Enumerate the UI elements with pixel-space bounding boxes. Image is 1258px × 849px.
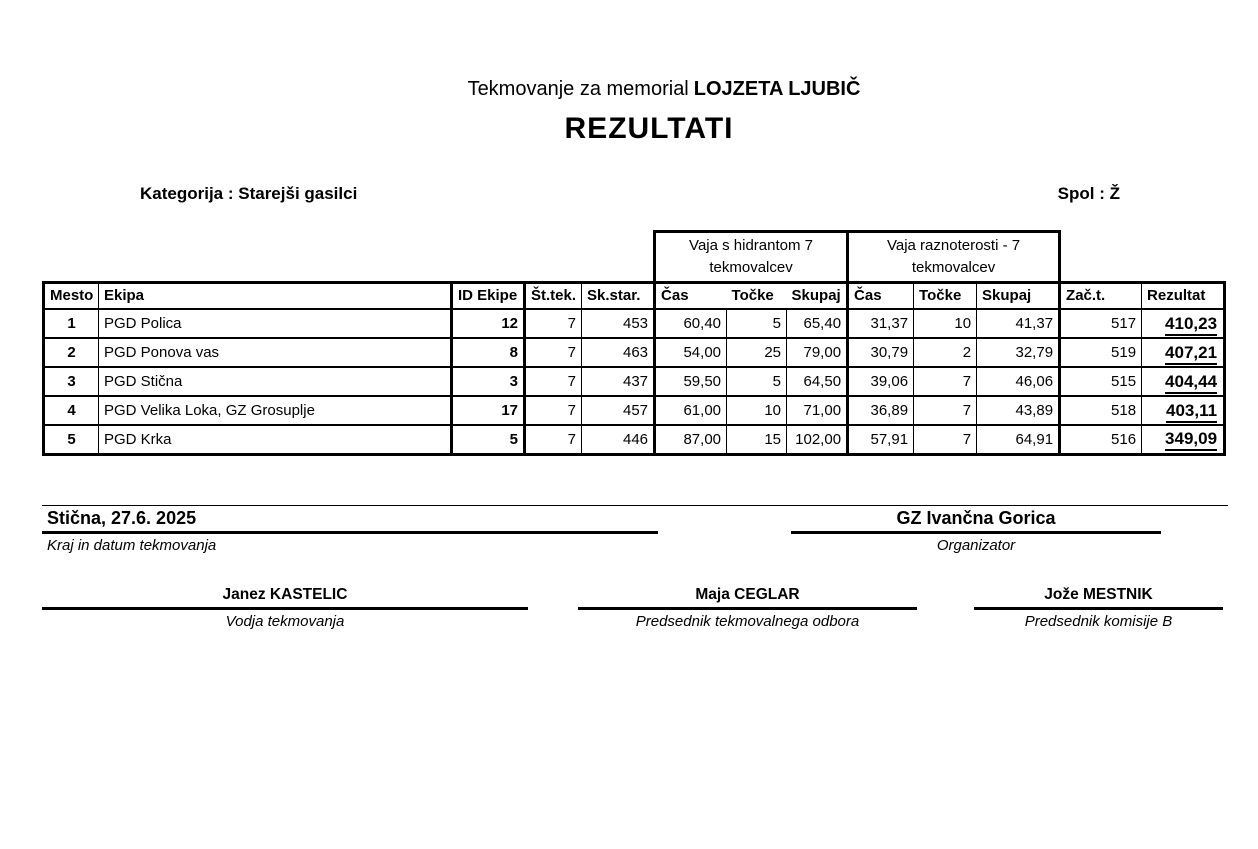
cell-tocke-1: 5 xyxy=(727,309,787,338)
signature-role: Predsednik tekmovalnega odbora xyxy=(635,613,860,630)
rezultat-value: 349,09 xyxy=(1165,429,1217,451)
table-row xyxy=(44,338,1225,367)
cell-skupaj-2: 46,06 xyxy=(977,367,1060,396)
cell-cas-1: 59,50 xyxy=(655,367,727,396)
cell-rezultat xyxy=(1142,309,1225,338)
cell-skupaj-1: 71,00 xyxy=(787,396,848,425)
signature-block-predsednik-odbora xyxy=(578,586,917,630)
cell-tocke-1: 25 xyxy=(727,338,787,367)
page-title-prefix: Tekmovanje za memorial xyxy=(467,78,689,100)
cell-mesto: 2 xyxy=(44,338,99,367)
cell-zac-t: 517 xyxy=(1060,309,1142,338)
organizer-name: GZ Ivančna Gorica xyxy=(896,508,1056,528)
cell-skupaj-1: 64,50 xyxy=(787,367,848,396)
col-sk-star: Sk.star. xyxy=(582,282,655,309)
cell-zac-t: 515 xyxy=(1060,367,1142,396)
page-title xyxy=(70,78,1258,101)
cell-mesto: 5 xyxy=(44,425,99,454)
cell-skupaj-1: 102,00 xyxy=(787,425,848,454)
table-row xyxy=(44,396,1225,425)
cell-cas-1: 60,40 xyxy=(655,309,727,338)
page-title-memorial-name: LOJZETA LJUBIČ xyxy=(693,78,861,100)
cell-tocke-2: 2 xyxy=(914,338,977,367)
cell-tocke-2: 7 xyxy=(914,425,977,454)
cell-cas-2: 39,06 xyxy=(848,367,914,396)
cell-mesto: 3 xyxy=(44,367,99,396)
group-header-spacer-right xyxy=(1060,232,1225,283)
col-cas-2: Čas xyxy=(848,282,914,309)
cell-cas-2: 31,37 xyxy=(848,309,914,338)
cell-ekipa: PGD Ponova vas xyxy=(99,338,452,367)
cell-st-tek: 7 xyxy=(525,309,582,338)
cell-st-tek: 7 xyxy=(525,367,582,396)
cell-tocke-2: 7 xyxy=(914,367,977,396)
rezultat-value: 410,23 xyxy=(1165,314,1217,336)
cell-cas-2: 36,89 xyxy=(848,396,914,425)
signature-name: Maja CEGLAR xyxy=(695,586,800,603)
col-id-ekipe: ID Ekipe xyxy=(452,282,525,309)
cell-id-ekipe: 3 xyxy=(452,367,525,396)
cell-skupaj-2: 43,89 xyxy=(977,396,1060,425)
signature-line xyxy=(974,607,1223,610)
cell-rezultat xyxy=(1142,396,1225,425)
cell-id-ekipe: 17 xyxy=(452,396,525,425)
cell-ekipa: PGD Velika Loka, GZ Grosuplje xyxy=(99,396,452,425)
results-table-wrapper xyxy=(42,230,1226,456)
place-date-caption: Kraj in datum tekmovanja xyxy=(47,537,217,554)
category-label: Kategorija : Starejši gasilci xyxy=(140,184,358,203)
cell-ekipa: PGD Krka xyxy=(99,425,452,454)
cell-id-ekipe: 12 xyxy=(452,309,525,338)
cell-cas-2: 57,91 xyxy=(848,425,914,454)
organizer-caption: Organizator xyxy=(936,537,1016,554)
rezultat-value: 407,21 xyxy=(1165,343,1217,365)
col-rezultat: Rezultat xyxy=(1142,282,1225,309)
cell-cas-1: 61,00 xyxy=(655,396,727,425)
col-skupaj-1: Skupaj xyxy=(787,282,848,309)
cell-tocke-1: 10 xyxy=(727,396,787,425)
col-zac-t: Zač.t. xyxy=(1060,282,1142,309)
place-date-line xyxy=(42,531,658,534)
signature-role: Vodja tekmovanja xyxy=(225,613,345,630)
rezultat-value: 404,44 xyxy=(1165,372,1217,394)
cell-sk-star: 457 xyxy=(582,396,655,425)
signature-line xyxy=(42,607,528,610)
cell-mesto: 4 xyxy=(44,396,99,425)
cell-tocke-1: 15 xyxy=(727,425,787,454)
signature-name: Jože MESTNIK xyxy=(1044,586,1153,603)
cell-skupaj-1: 79,00 xyxy=(787,338,848,367)
cell-cas-1: 54,00 xyxy=(655,338,727,367)
organizer-line xyxy=(791,531,1161,534)
cell-tocke-2: 7 xyxy=(914,396,977,425)
signature-name: Janez KASTELIC xyxy=(222,586,348,603)
cell-sk-star: 463 xyxy=(582,338,655,367)
col-ekipa: Ekipa xyxy=(99,282,452,309)
cell-st-tek: 7 xyxy=(525,396,582,425)
table-row xyxy=(44,309,1225,338)
cell-skupaj-1: 65,40 xyxy=(787,309,848,338)
table-row xyxy=(44,367,1225,396)
results-table xyxy=(42,230,1226,456)
cell-skupaj-2: 41,37 xyxy=(977,309,1060,338)
cell-skupaj-2: 32,79 xyxy=(977,338,1060,367)
col-mesto: Mesto xyxy=(44,282,99,309)
results-title: REZULTATI xyxy=(564,112,734,145)
cell-id-ekipe: 8 xyxy=(452,338,525,367)
cell-mesto: 1 xyxy=(44,309,99,338)
group-header-hidrant: Vaja s hidrantom 7 tekmovalcev xyxy=(655,232,848,283)
cell-sk-star: 453 xyxy=(582,309,655,338)
col-skupaj-2: Skupaj xyxy=(977,282,1060,309)
col-tocke-1: Točke xyxy=(727,282,787,309)
cell-sk-star: 446 xyxy=(582,425,655,454)
signature-role: Predsednik komisije B xyxy=(1024,613,1173,630)
gender-label: Spol : Ž xyxy=(1057,184,1120,203)
cell-skupaj-2: 64,91 xyxy=(977,425,1060,454)
cell-ekipa: PGD Stična xyxy=(99,367,452,396)
rezultat-value: 403,11 xyxy=(1166,401,1217,423)
cell-ekipa: PGD Polica xyxy=(99,309,452,338)
col-tocke-2: Točke xyxy=(914,282,977,309)
cell-zac-t: 518 xyxy=(1060,396,1142,425)
cell-zac-t: 519 xyxy=(1060,338,1142,367)
cell-rezultat xyxy=(1142,425,1225,454)
cell-sk-star: 437 xyxy=(582,367,655,396)
cell-id-ekipe: 5 xyxy=(452,425,525,454)
col-st-tek: Št.tek. xyxy=(525,282,582,309)
column-header-row xyxy=(44,282,1225,309)
footer-top-rule xyxy=(42,505,1228,506)
organizer-block xyxy=(791,508,1161,529)
cell-tocke-2: 10 xyxy=(914,309,977,338)
cell-cas-2: 30,79 xyxy=(848,338,914,367)
place-date: Stična, 27.6. 2025 xyxy=(47,508,197,528)
cell-st-tek: 7 xyxy=(525,425,582,454)
cell-cas-1: 87,00 xyxy=(655,425,727,454)
signature-block-vodja xyxy=(42,586,528,630)
group-header-row xyxy=(44,232,1225,283)
group-header-spacer-left xyxy=(44,232,655,283)
cell-zac-t: 516 xyxy=(1060,425,1142,454)
cell-rezultat xyxy=(1142,367,1225,396)
signature-line xyxy=(578,607,917,610)
cell-tocke-1: 5 xyxy=(727,367,787,396)
group-header-raznoterosti: Vaja raznoterosti - 7 tekmovalcev xyxy=(848,232,1060,283)
table-row xyxy=(44,425,1225,454)
cell-rezultat xyxy=(1142,338,1225,367)
signature-block-predsednik-komisije xyxy=(974,586,1223,630)
cell-st-tek: 7 xyxy=(525,338,582,367)
col-cas-1: Čas xyxy=(655,282,727,309)
